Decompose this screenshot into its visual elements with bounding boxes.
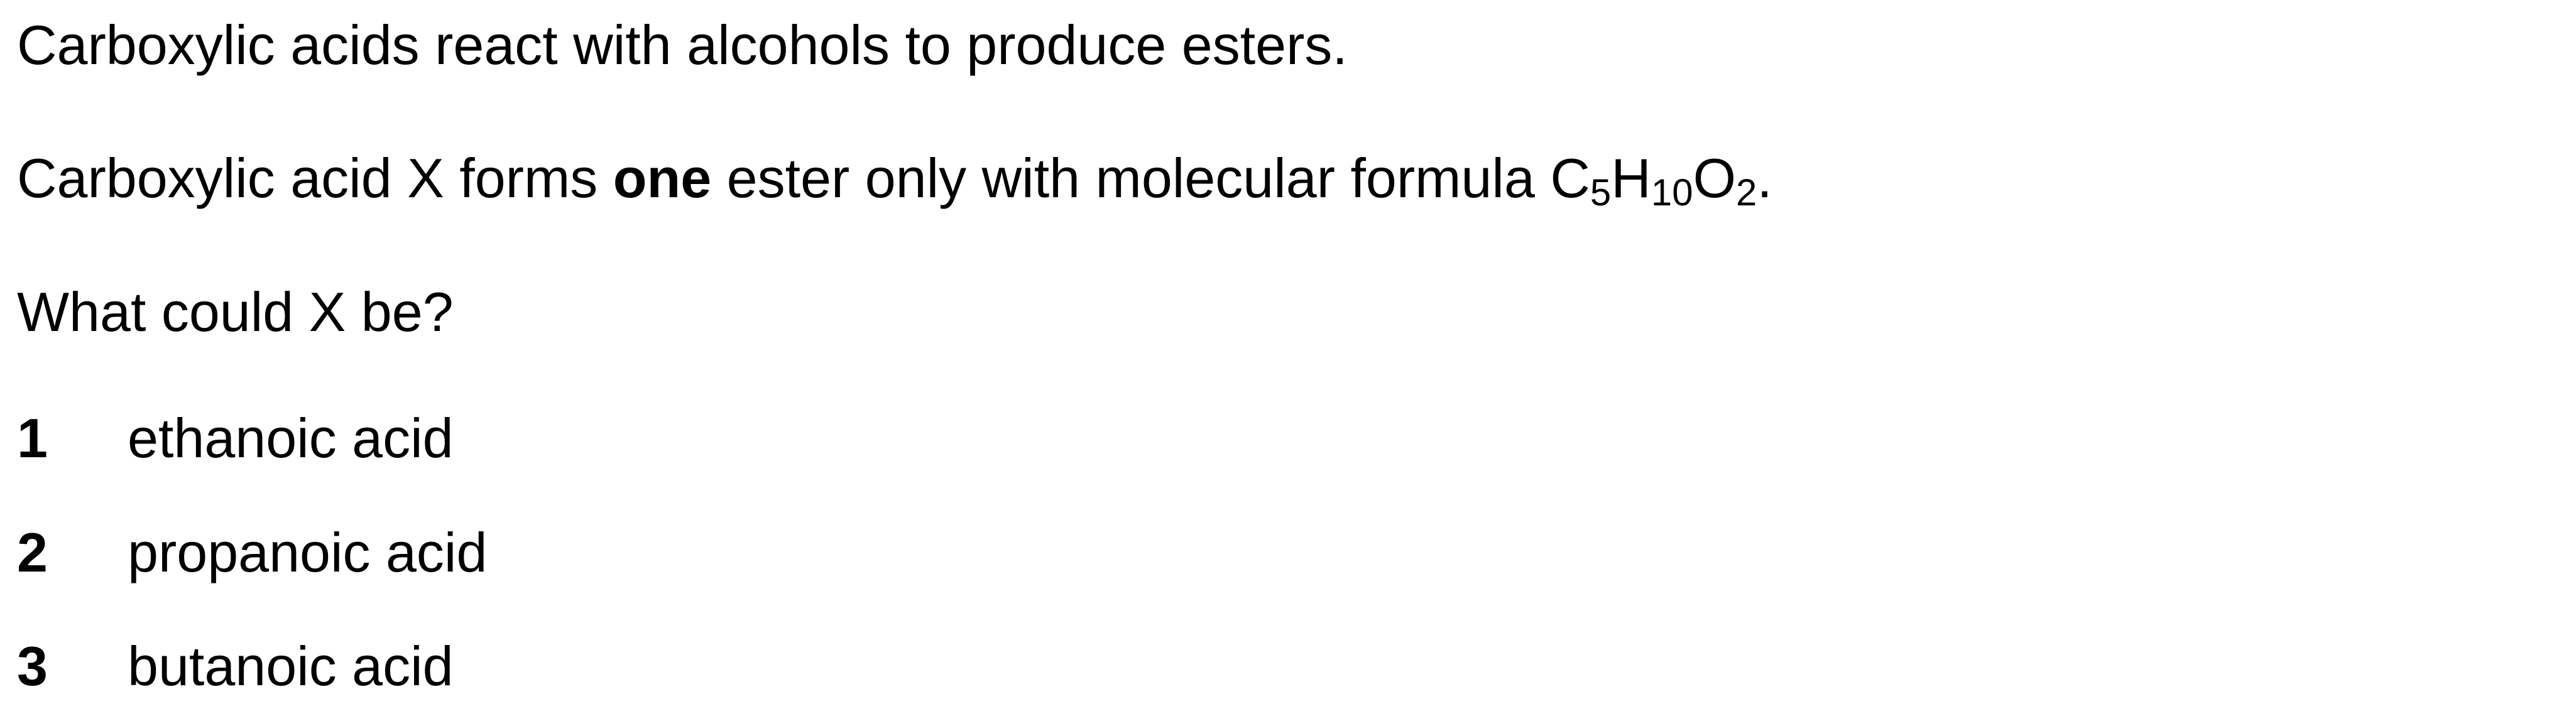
formula-carbon-count: 5 bbox=[1590, 171, 1612, 214]
formula-carbon: C bbox=[1550, 147, 1590, 209]
option-text: propanoic acid bbox=[128, 521, 488, 583]
molecular-formula bbox=[1550, 147, 1757, 214]
option-number: 3 bbox=[17, 635, 48, 697]
formula-hydrogen-count: 10 bbox=[1651, 171, 1693, 214]
option-number: 2 bbox=[17, 521, 48, 583]
option-text: ethanoic acid bbox=[128, 407, 454, 469]
statement-part2: ester only with molecular formula bbox=[711, 147, 1551, 209]
statement-text bbox=[17, 147, 1772, 214]
option-text: butanoic acid bbox=[128, 635, 454, 697]
formula-oxygen-count: 2 bbox=[1736, 171, 1757, 214]
option-2 bbox=[17, 521, 488, 583]
statement-part1: Carboxylic acid X forms bbox=[17, 147, 613, 209]
intro-text: Carboxylic acids react with alcohols to produce esters. bbox=[17, 14, 1348, 76]
option-3 bbox=[17, 635, 454, 697]
formula-hydrogen: H bbox=[1611, 147, 1651, 209]
prompt-text: What could X be? bbox=[17, 281, 454, 343]
emphasis-one: one bbox=[613, 147, 712, 209]
option-1 bbox=[17, 407, 454, 469]
option-number: 1 bbox=[17, 407, 48, 469]
statement-end: . bbox=[1757, 147, 1772, 209]
formula-oxygen: O bbox=[1693, 147, 1737, 209]
